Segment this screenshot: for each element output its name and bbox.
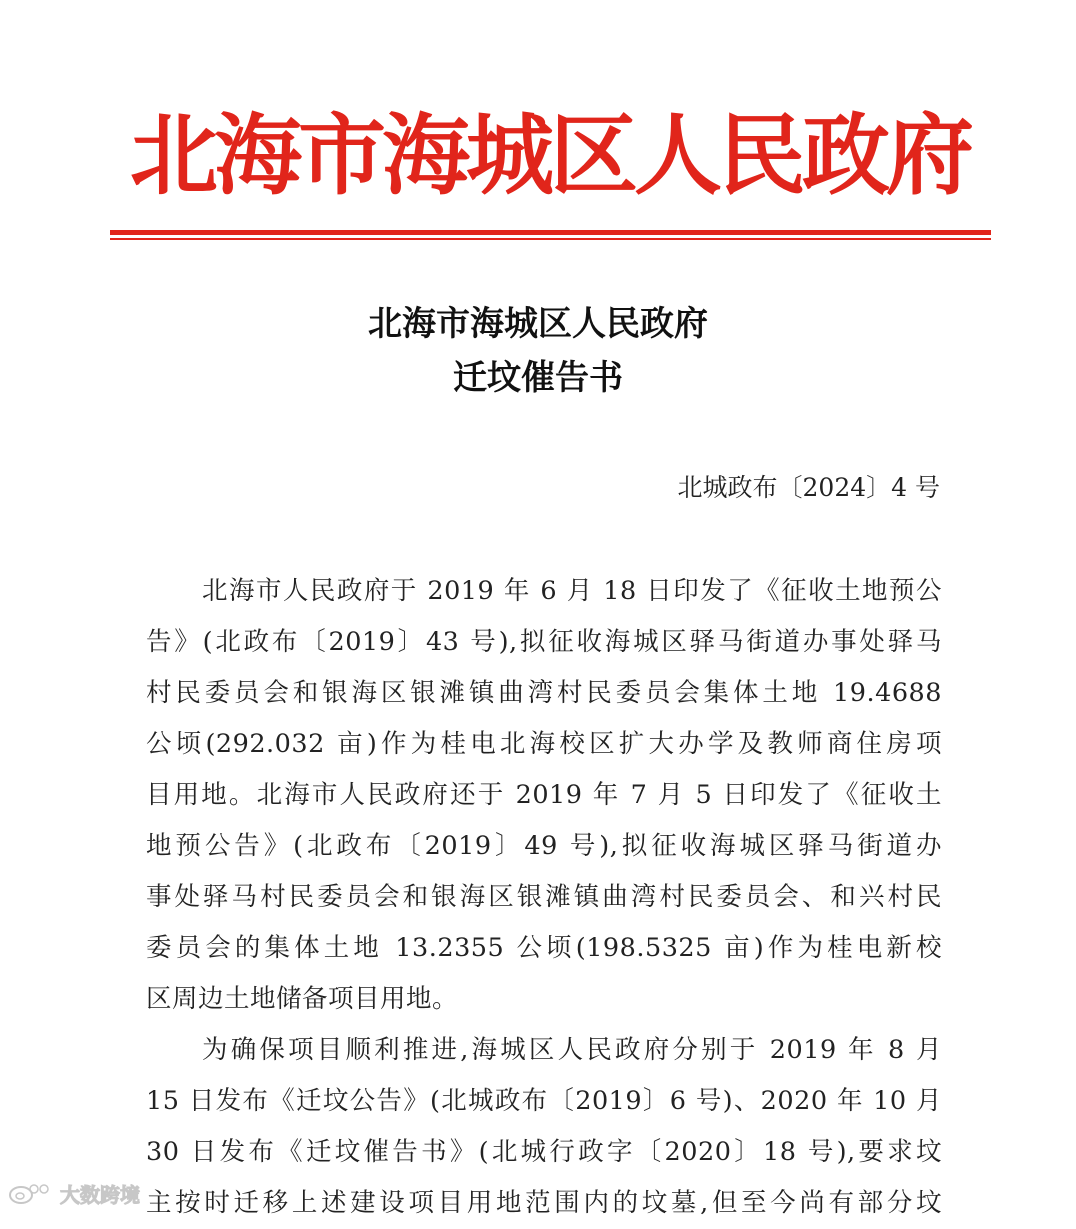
letterhead-rule-thick [110, 230, 991, 235]
body-line: 事处驿马村民委员会和银海区银滩镇曲湾村民委员会、和兴村民 [146, 882, 942, 912]
document-number: 北城政布〔2024〕4 号 [677, 473, 940, 502]
body-line: 公顷(292.032 亩)作为桂电北海校区扩大办学及教师商住房项 [146, 729, 942, 759]
document-title-line-2: 迁坟催告书 [453, 358, 623, 398]
body-line: 为确保项目顺利推进,海城区人民政府分别于 2019 年 8 月 [202, 1035, 942, 1065]
body-line: 村民委员会和银海区银滩镇曲湾村民委员会集体土地 19.4688 [146, 678, 942, 708]
letterhead-rule-thin [110, 238, 991, 240]
body-line: 告》(北政布〔2019〕43 号),拟征收海城区驿马街道办事处驿马 [146, 627, 942, 657]
body-line: 地预公告》(北政布〔2019〕49 号),拟征收海城区驿马街道办 [146, 831, 942, 861]
letterhead-title: 北海市海城区人民政府 [129, 103, 970, 207]
watermark-text: 大数跨境 [60, 1182, 140, 1207]
body-line: 目用地。北海市人民政府还于 2019 年 7 月 5 日印发了《征收土 [146, 780, 942, 810]
body-line: 15 日发布《迁坟公告》(北城政布〔2019〕6 号)、2020 年 10 月 [146, 1086, 942, 1116]
watermark [8, 1178, 140, 1208]
body-line: 区周边土地储备项目用地。 [146, 984, 459, 1014]
weibo-logo-icon [8, 1181, 54, 1205]
document-body [146, 566, 942, 1229]
body-line: 北海市人民政府于 2019 年 6 月 18 日印发了《征收土地预公 [202, 576, 942, 606]
body-line: 主按时迁移上述建设项目用地范围内的坟墓,但至今尚有部分坟 [146, 1188, 942, 1218]
body-line: 30 日发布《迁坟催告书》(北城行政字〔2020〕18 号),要求坟 [146, 1137, 942, 1167]
body-line: 委员会的集体土地 13.2355 公顷(198.5325 亩)作为桂电新校 [146, 933, 942, 963]
document-title-line-1: 北海市海城区人民政府 [368, 304, 708, 344]
